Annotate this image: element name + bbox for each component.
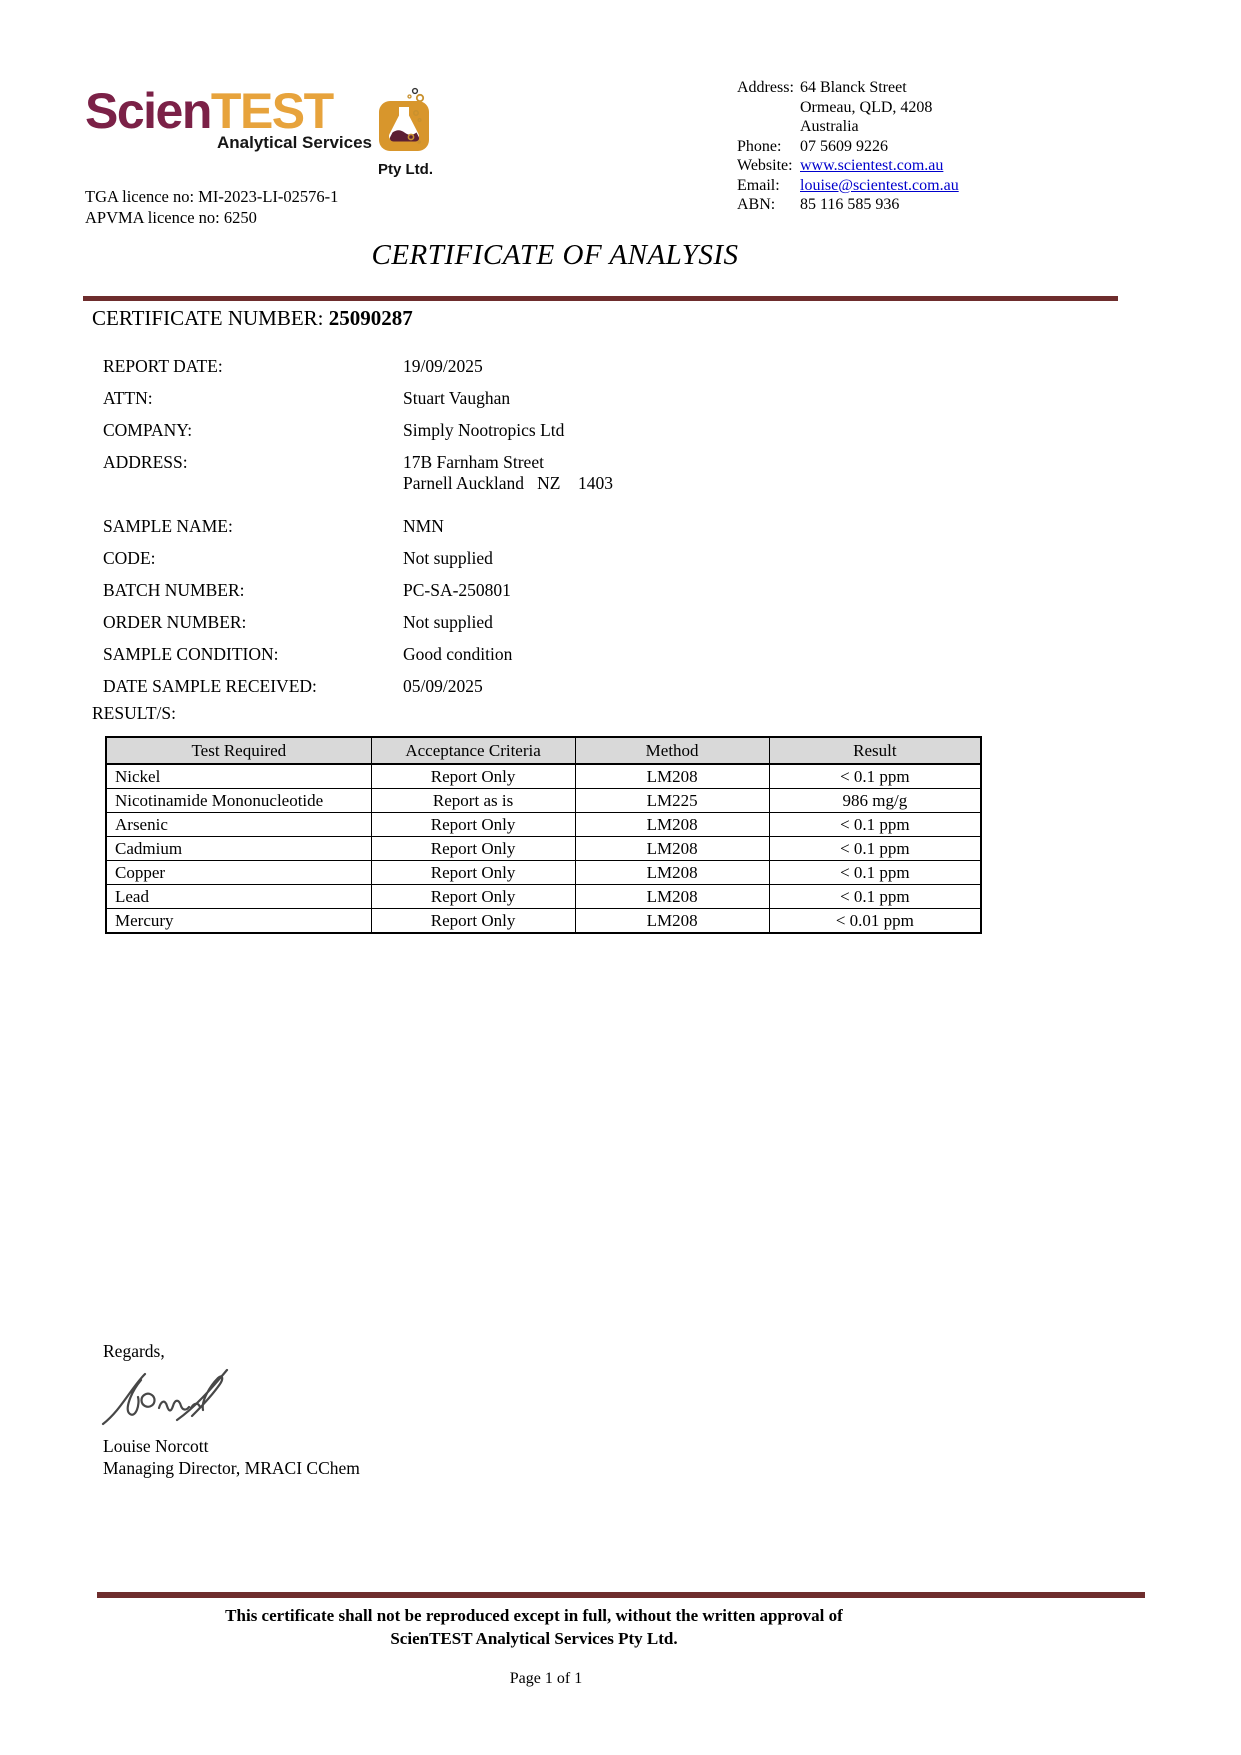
table-row	[106, 909, 981, 934]
certificate-number-line	[92, 306, 413, 331]
document-title: CERTIFICATE OF ANALYSIS	[371, 239, 739, 271]
signatory-name: Louise Norcott	[103, 1436, 209, 1456]
detail-label: ADDRESS:	[103, 452, 188, 472]
detail-value: Good condition	[403, 644, 513, 664]
table-row	[106, 885, 981, 909]
cell-criteria: Report Only	[371, 861, 575, 885]
abn-label: ABN:	[737, 196, 776, 213]
cell-result: < 0.1 ppm	[769, 837, 981, 861]
tga-licence: TGA licence no: MI-2023-LI-02576-1	[85, 187, 339, 206]
footer-disclaimer-line-2: ScienTEST Analytical Services Pty Ltd.	[390, 1629, 678, 1648]
address-label: Address:	[737, 79, 794, 96]
address-line-3: Australia	[800, 118, 859, 135]
detail-value: Not supplied	[403, 548, 493, 568]
cell-method: LM208	[575, 813, 769, 837]
detail-value: 19/09/2025	[403, 356, 483, 376]
detail-row-address	[103, 452, 613, 516]
column-header-method: Method	[575, 737, 769, 764]
cell-test: Arsenic	[106, 813, 371, 837]
title-divider	[83, 296, 1118, 301]
logo-pty-ltd: Pty Ltd.	[378, 161, 433, 178]
brand-scien: Scien	[85, 83, 211, 139]
email-label: Email:	[737, 176, 780, 194]
cell-test: Copper	[106, 861, 371, 885]
cell-test: Nickel	[106, 764, 371, 789]
cell-criteria: Report Only	[371, 909, 575, 934]
table-row	[106, 837, 981, 861]
results-header-row	[106, 737, 981, 764]
detail-row-code	[103, 548, 613, 580]
licence-block	[85, 186, 338, 228]
logo-tagline: Analytical Services	[217, 133, 372, 152]
cell-test: Nicotinamide Mononucleotide	[106, 789, 371, 813]
address-line-1: 64 Blanck Street	[800, 79, 907, 96]
cell-method: LM225	[575, 789, 769, 813]
cell-result: < 0.1 ppm	[769, 885, 981, 909]
page-number: Page 1 of 1	[509, 1670, 583, 1687]
column-header-result: Result	[769, 737, 981, 764]
cell-test: Cadmium	[106, 837, 371, 861]
flask-icon	[378, 139, 432, 156]
cell-criteria: Report Only	[371, 885, 575, 909]
detail-value: Simply Nootropics Ltd	[403, 420, 565, 440]
client-address-line-1: 17B Farnham Street	[403, 452, 544, 472]
cell-result: < 0.1 ppm	[769, 813, 981, 837]
cell-test: Lead	[106, 885, 371, 909]
logo-text-column	[85, 83, 372, 153]
contact-address-row	[737, 117, 959, 137]
contact-address-row	[737, 78, 959, 98]
detail-value: PC-SA-250801	[403, 580, 511, 600]
address-line-2: Ormeau, QLD, 4208	[800, 98, 933, 116]
cell-criteria: Report Only	[371, 837, 575, 861]
contact-address-row	[737, 98, 959, 118]
detail-value: NMN	[403, 516, 444, 536]
footer-disclaimer	[97, 1604, 971, 1650]
table-row	[106, 813, 981, 837]
email-link[interactable]: louise@scientest.com.au	[800, 176, 959, 194]
cell-method: LM208	[575, 909, 769, 934]
apvma-licence: APVMA licence no: 6250	[85, 208, 257, 227]
company-logo	[85, 83, 433, 178]
contact-block	[737, 78, 959, 215]
brand-test: TEST	[210, 83, 333, 139]
detail-label: SAMPLE CONDITION:	[103, 644, 279, 664]
contact-email-row	[737, 176, 959, 196]
results-heading: RESULT/S:	[92, 703, 176, 723]
contact-website-row	[737, 156, 959, 176]
column-header-test-required: Test Required	[106, 737, 371, 764]
client-address-line-2: Parnell Auckland NZ 1403	[403, 473, 613, 493]
website-link[interactable]: www.scientest.com.au	[800, 157, 944, 174]
phone-value: 07 5609 9226	[800, 137, 888, 155]
certificate-number-label: CERTIFICATE NUMBER:	[92, 306, 329, 330]
phone-label: Phone:	[737, 137, 782, 155]
detail-label: SAMPLE NAME:	[103, 516, 233, 536]
logo-icon-column	[378, 86, 432, 178]
detail-row-sample-condition	[103, 644, 613, 676]
detail-row-date-received	[103, 676, 613, 708]
footer-divider	[97, 1592, 1145, 1598]
table-row	[106, 789, 981, 813]
detail-value: Stuart Vaughan	[403, 388, 511, 408]
table-row	[106, 764, 981, 789]
detail-row-batch-number	[103, 580, 613, 612]
cell-criteria: Report Only	[371, 764, 575, 789]
cell-result: 986 mg/g	[769, 789, 981, 813]
website-label: Website:	[737, 157, 793, 174]
detail-row-attn	[103, 388, 613, 420]
cell-test: Mercury	[106, 909, 371, 934]
cell-result: < 0.1 ppm	[769, 764, 981, 789]
handwritten-signature	[99, 1366, 360, 1433]
detail-row-report-date	[103, 356, 613, 388]
contact-abn-row	[737, 195, 959, 215]
detail-row-order-number	[103, 612, 613, 644]
contact-phone-row	[737, 137, 959, 157]
signature-block	[103, 1340, 360, 1479]
sample-details	[103, 356, 613, 708]
brand-wordmark	[85, 83, 372, 139]
table-row	[106, 861, 981, 885]
cell-method: LM208	[575, 837, 769, 861]
signature-regards: Regards,	[103, 1341, 165, 1361]
column-header-acceptance-criteria: Acceptance Criteria	[371, 737, 575, 764]
detail-label: BATCH NUMBER:	[103, 580, 245, 600]
detail-label: ORDER NUMBER:	[103, 612, 247, 632]
cell-criteria: Report Only	[371, 813, 575, 837]
cell-result: < 0.1 ppm	[769, 861, 981, 885]
cell-method: LM208	[575, 885, 769, 909]
detail-row-company	[103, 420, 613, 452]
detail-value: Not supplied	[403, 612, 493, 632]
signatory-title: Managing Director, MRACI CChem	[103, 1458, 360, 1478]
detail-label: COMPANY:	[103, 420, 193, 440]
footer-disclaimer-line-1: This certificate shall not be reproduced except in full, without the written approval of	[225, 1606, 843, 1625]
results-table	[105, 736, 982, 934]
cell-criteria: Report as is	[371, 789, 575, 813]
certificate-number-value: 25090287	[328, 306, 413, 330]
cell-result: < 0.01 ppm	[769, 909, 981, 934]
detail-value	[403, 452, 613, 494]
detail-label: CODE:	[103, 548, 156, 568]
detail-value: 05/09/2025	[403, 676, 483, 696]
detail-label: DATE SAMPLE RECEIVED:	[103, 676, 317, 696]
detail-row-sample-name	[103, 516, 613, 548]
detail-label: REPORT DATE:	[103, 356, 223, 376]
abn-value: 85 116 585 936	[800, 196, 900, 213]
detail-label: ATTN:	[103, 388, 153, 408]
cell-method: LM208	[575, 764, 769, 789]
cell-method: LM208	[575, 861, 769, 885]
